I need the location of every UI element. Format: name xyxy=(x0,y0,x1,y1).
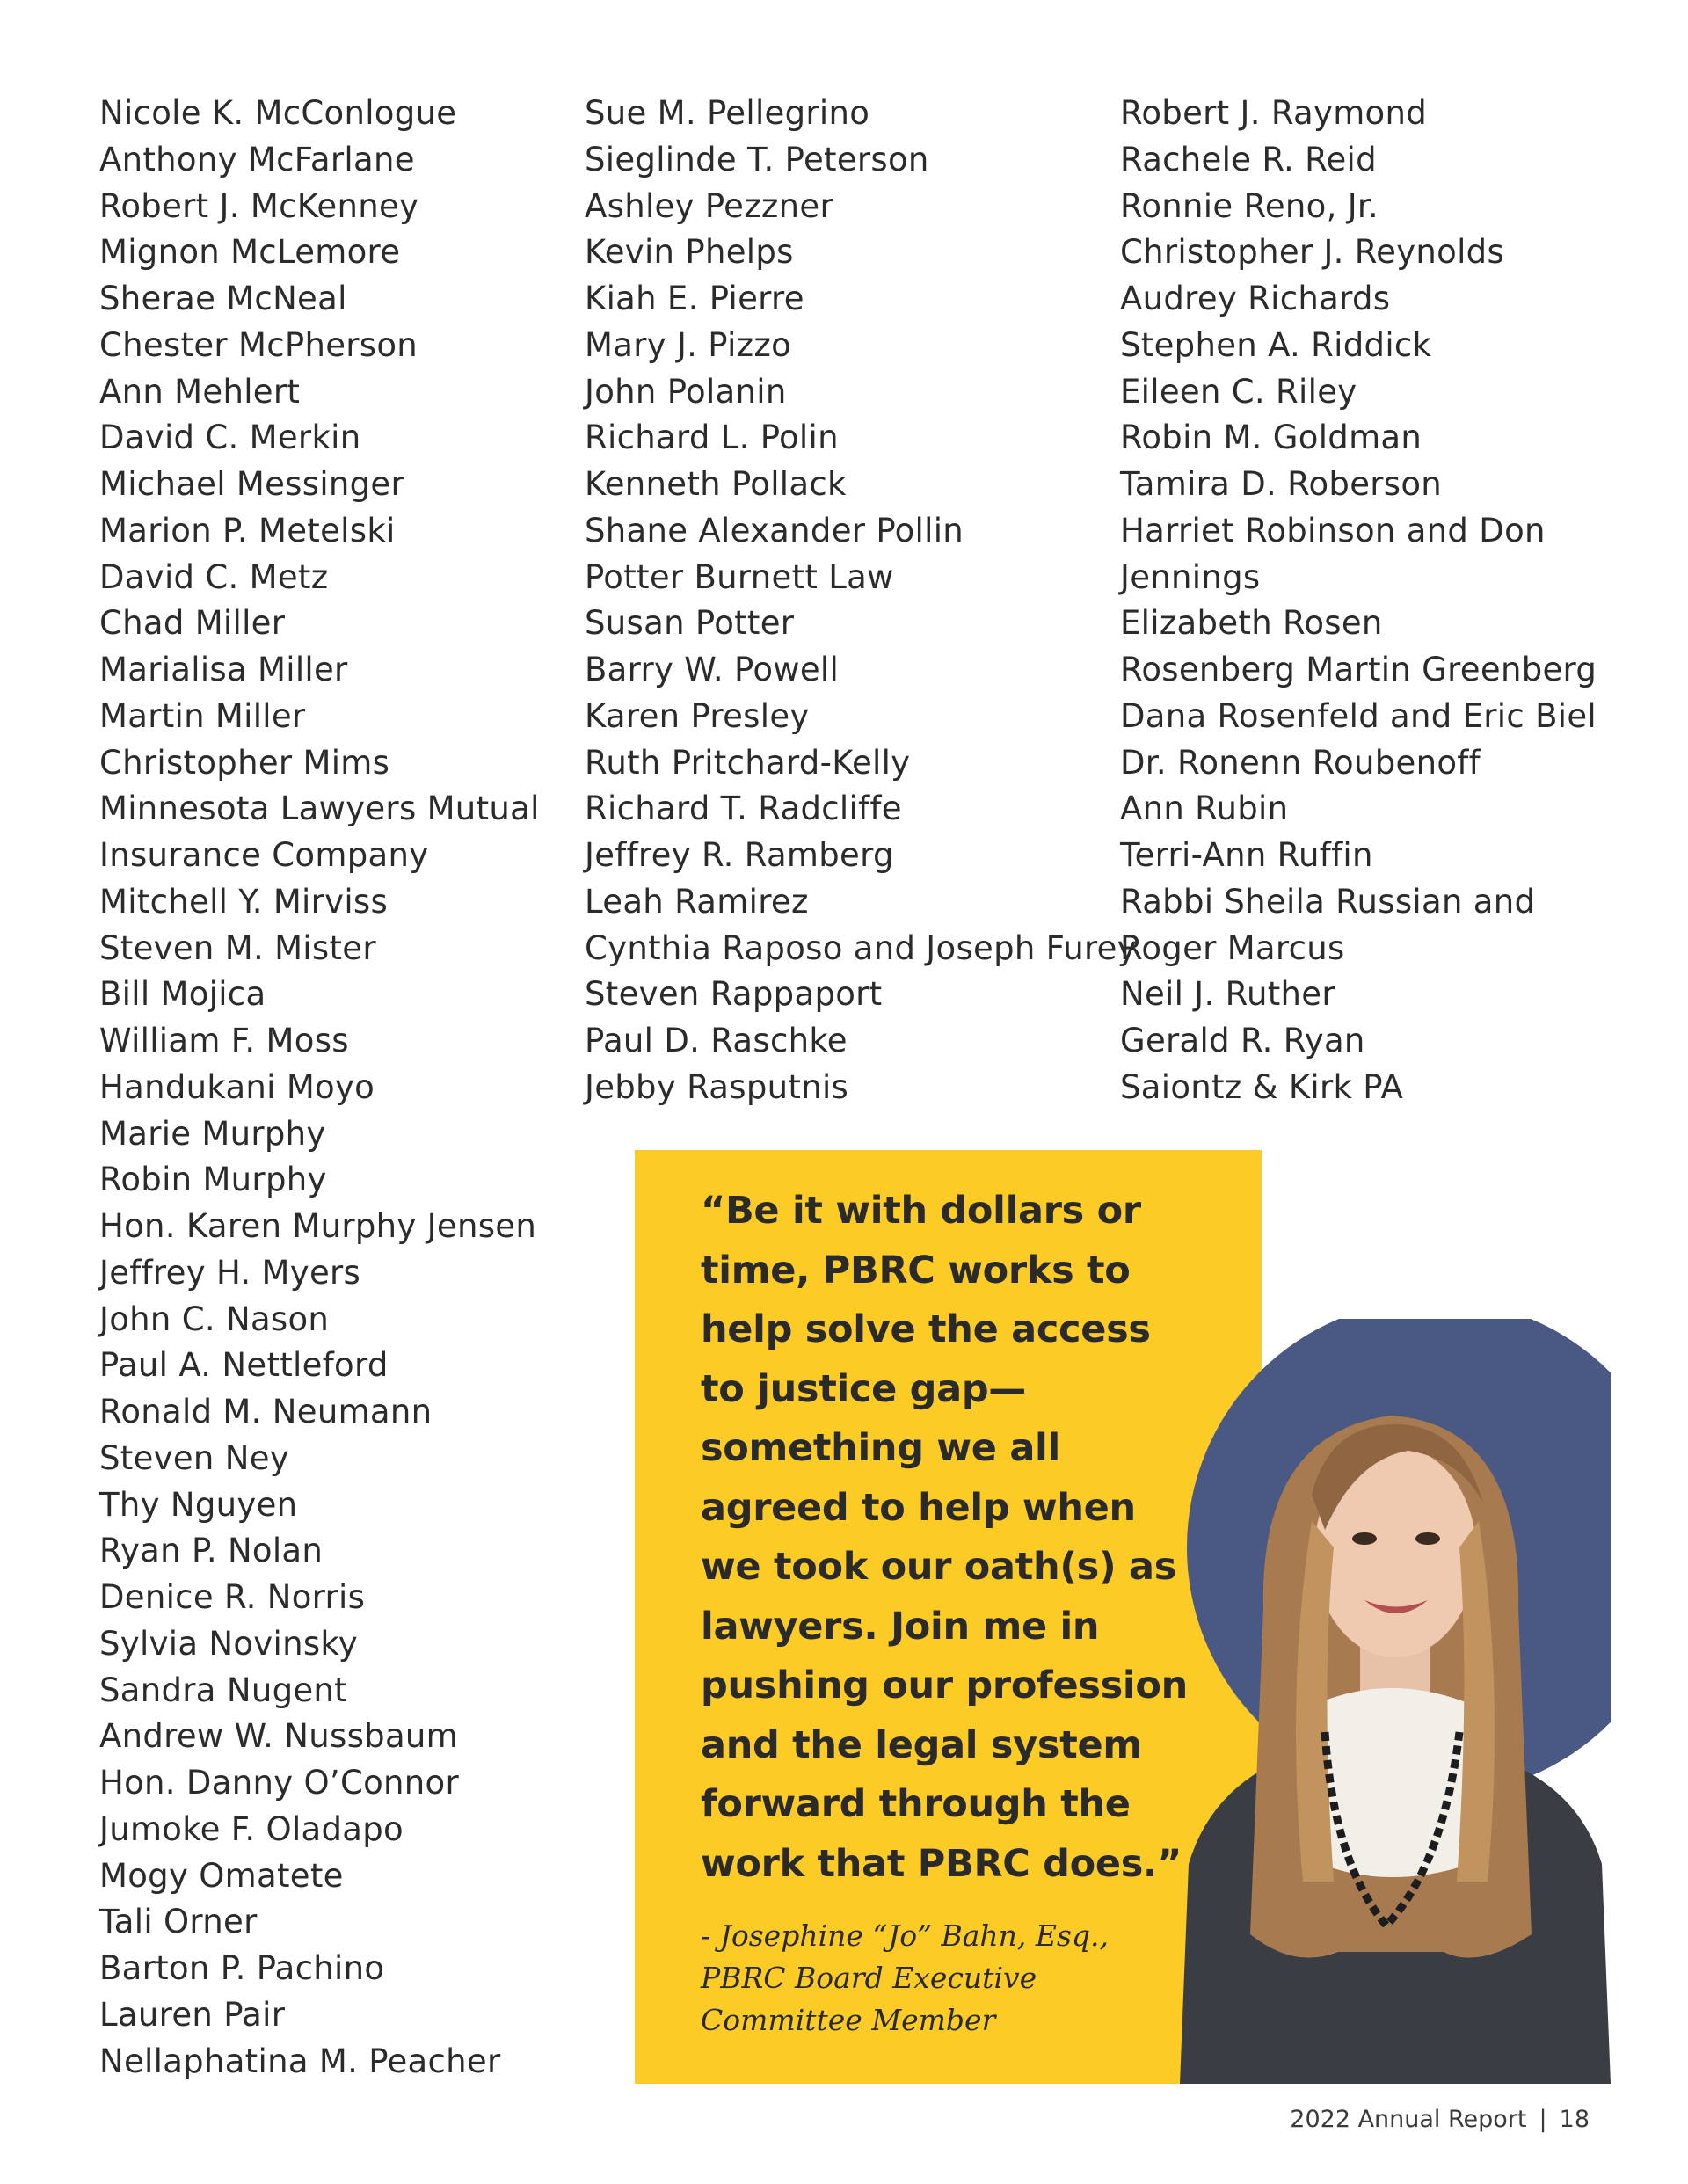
donor-name: John Polanin xyxy=(585,372,787,411)
donor-name: Gerald R. Ryan xyxy=(1120,1022,1365,1059)
donor-name: Richard L. Polin xyxy=(585,419,839,457)
donor-name: Martin Miller xyxy=(99,696,306,735)
donor-name: Tamira D. Roberson xyxy=(1120,465,1443,503)
donor-name: Terri-Ann Ruffin xyxy=(1120,836,1373,874)
donor-name: Rosenberg Martin Greenberg xyxy=(1120,651,1597,688)
donor-name: Dana Rosenfeld and Eric Biel xyxy=(1120,696,1597,735)
donor-name: Sherae McNeal xyxy=(99,280,347,317)
donor-name: Minnesota Lawyers Mutual xyxy=(99,790,540,828)
donor-name: Shane Alexander Pollin xyxy=(585,511,964,550)
donor-name: Jeffrey H. Myers xyxy=(99,1253,361,1292)
donor-name: Mitchell Y. Mirviss xyxy=(99,882,389,921)
donor-name: Mogy Omatete xyxy=(99,1856,344,1895)
donor-name: Karen Presley xyxy=(585,696,810,735)
donor-name: Rachele R. Reid xyxy=(1120,140,1377,178)
pull-quote-attribution: - Josephine “Jo” Bahn, Esq., PBRC Board Executive Committee Member xyxy=(701,1918,1110,2037)
donor-name: Jeffrey R. Ramberg xyxy=(585,836,894,874)
donor-name: Kevin Phelps xyxy=(585,233,794,272)
donor-name: Neil J. Ruther xyxy=(1120,975,1335,1014)
donor-list-column-3 xyxy=(1120,91,1597,1111)
donor-name: Audrey Richards xyxy=(1120,280,1391,317)
donor-name: Steven Rappaport xyxy=(585,975,883,1014)
donor-name: Rabbi Sheila Russian and xyxy=(1120,882,1536,921)
donor-name: Chad Miller xyxy=(99,604,286,643)
donor-name: Michael Messinger xyxy=(99,465,405,503)
donor-name: Kenneth Pollack xyxy=(585,465,847,503)
donor-name: Robin M. Goldman xyxy=(1120,419,1422,457)
donor-name: Handukani Moyo xyxy=(99,1067,375,1106)
donor-name: Mary J. Pizzo xyxy=(585,325,792,364)
donor-name: Insurance Company xyxy=(99,836,429,874)
donor-name: Denice R. Norris xyxy=(99,1578,366,1616)
donor-name: Paul A. Nettleford xyxy=(99,1346,389,1385)
donor-name: Marion P. Metelski xyxy=(99,511,396,550)
donor-name: Kiah E. Pierre xyxy=(585,280,804,317)
donor-name: Susan Potter xyxy=(585,604,795,643)
donor-name: Paul D. Raschke xyxy=(585,1022,848,1059)
donor-name: Saiontz & Kirk PA xyxy=(1120,1067,1404,1106)
donor-name: Mignon McLemore xyxy=(99,233,401,272)
donor-name: Anthony McFarlane xyxy=(99,140,415,178)
donor-name: Nicole K. McConlogue xyxy=(99,94,457,132)
donor-name: Ruth Pritchard-Kelly xyxy=(585,743,911,782)
donor-name: Robert J. Raymond xyxy=(1120,94,1428,132)
portrait-photo xyxy=(1180,1319,1611,2084)
donor-name: Jennings xyxy=(1120,557,1261,596)
donor-name: Sandra Nugent xyxy=(99,1671,347,1709)
donor-name: Marie Murphy xyxy=(99,1114,326,1153)
donor-name: Andrew W. Nussbaum xyxy=(99,1717,459,1756)
donor-name: Ryan P. Nolan xyxy=(99,1532,324,1570)
donor-name: Ann Rubin xyxy=(1120,790,1289,828)
footer-separator: | xyxy=(1539,2106,1547,2133)
donor-name: Nellaphatina M. Peacher xyxy=(99,2042,501,2080)
donor-name: Steven Ney xyxy=(99,1438,289,1477)
donor-name: William F. Moss xyxy=(99,1022,349,1059)
donor-name: Richard T. Radcliffe xyxy=(585,790,902,828)
donor-name: Stephen A. Riddick xyxy=(1120,325,1432,364)
pull-quote-box xyxy=(635,1150,1262,2084)
donor-name: Harriet Robinson and Don xyxy=(1120,511,1546,550)
donor-name: Hon. Danny O’Connor xyxy=(99,1764,459,1802)
donor-name: Barton P. Pachino xyxy=(99,1949,385,1987)
donor-name: Roger Marcus xyxy=(1120,928,1345,967)
donor-name: Lauren Pair xyxy=(99,1995,286,2034)
donor-name: Jumoke F. Oladapo xyxy=(99,1809,404,1848)
donor-list-column-2 xyxy=(585,91,1137,1111)
pull-quote-text: “Be it with dollars or time, PBRC works to help solve the access to justice gap—something we all agreed to help when we took our oath(s) as lawyers. Join me in pushing our profession and the legal system forward through the work that PBRC does.” xyxy=(701,1189,1188,1886)
donor-name: Robin Murphy xyxy=(99,1161,327,1199)
donor-name: Christopher J. Reynolds xyxy=(1120,233,1505,272)
donor-name: Sue M. Pellegrino xyxy=(585,94,870,132)
donor-name: Bill Mojica xyxy=(99,975,266,1014)
donor-name: David C. Merkin xyxy=(99,419,361,457)
donor-name: Potter Burnett Law xyxy=(585,557,894,596)
donor-name: David C. Metz xyxy=(99,557,329,596)
report-title: 2022 Annual Report xyxy=(1290,2106,1527,2133)
donor-name: Dr. Ronenn Roubenoff xyxy=(1120,743,1481,782)
donor-name: Barry W. Powell xyxy=(585,651,840,688)
donor-name: Tali Orner xyxy=(99,1903,258,1941)
donor-name: Hon. Karen Murphy Jensen xyxy=(99,1207,537,1245)
donor-name: Elizabeth Rosen xyxy=(1120,604,1383,643)
donor-name: Eileen C. Riley xyxy=(1120,372,1357,411)
donor-name: Thy Nguyen xyxy=(99,1485,298,1524)
donor-name: Robert J. McKenney xyxy=(99,186,419,225)
donor-name: Ronnie Reno, Jr. xyxy=(1120,186,1379,225)
page-number: 18 xyxy=(1559,2106,1590,2133)
donor-name: Ashley Pezzner xyxy=(585,186,833,225)
donor-name: Jebby Rasputnis xyxy=(585,1067,849,1106)
portrait-illustration xyxy=(1180,1319,1611,2084)
donor-list-column-1 xyxy=(99,91,540,2085)
donor-name: Cynthia Raposo and Joseph Furey xyxy=(585,928,1137,967)
donor-name: Sylvia Novinsky xyxy=(99,1624,358,1663)
donor-name: Ronald M. Neumann xyxy=(99,1393,433,1431)
donor-name: Sieglinde T. Peterson xyxy=(585,140,929,178)
donor-name: Ann Mehlert xyxy=(99,372,301,411)
donor-name: Christopher Mims xyxy=(99,743,390,782)
donor-name: Marialisa Miller xyxy=(99,651,348,688)
donor-name: John C. Nason xyxy=(99,1299,330,1338)
donor-name: Leah Ramirez xyxy=(585,882,809,921)
donor-name: Chester McPherson xyxy=(99,325,418,364)
donor-name: Steven M. Mister xyxy=(99,928,376,967)
page-footer xyxy=(1290,2106,1590,2133)
